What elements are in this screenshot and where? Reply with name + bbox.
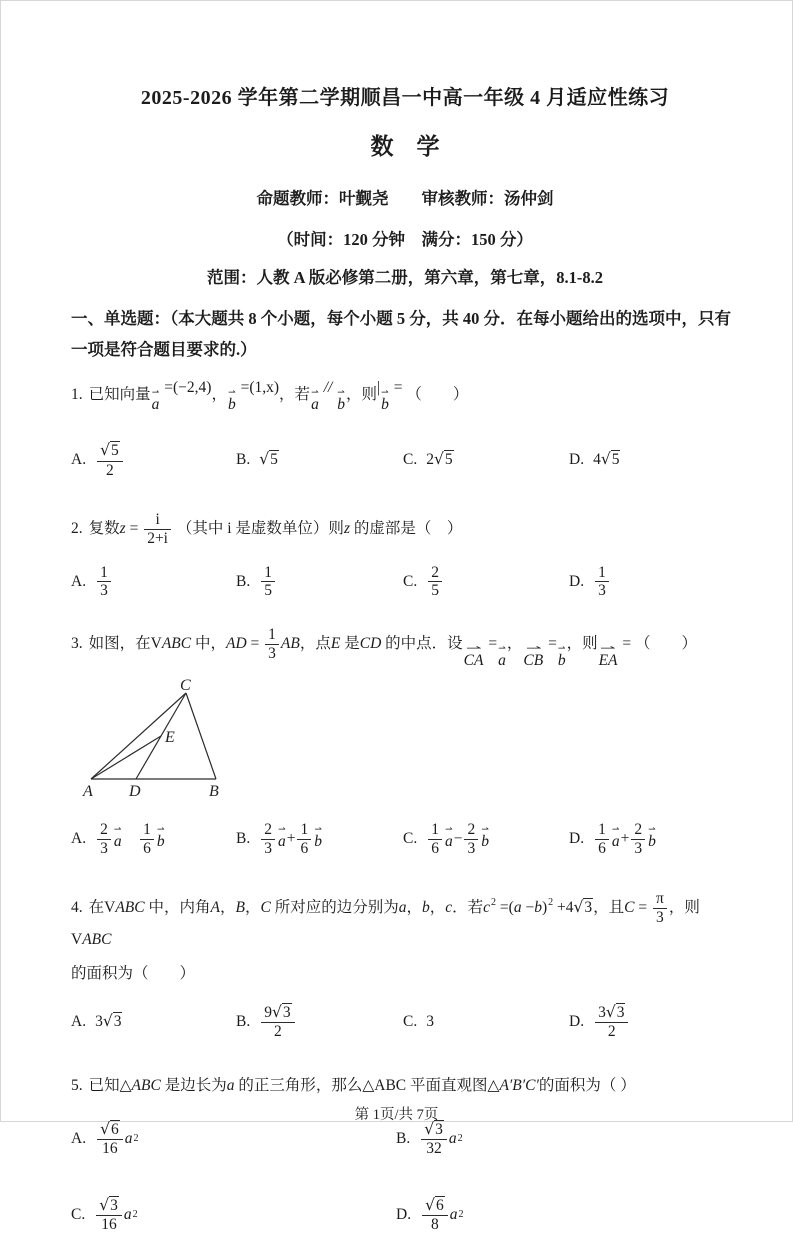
options-row bbox=[71, 556, 739, 608]
fraction: √ 5 2 bbox=[97, 441, 123, 479]
vector: ⇀ CA bbox=[463, 643, 484, 669]
fraction: $\frac{1}{6}$ bbox=[428, 821, 442, 858]
question-stem bbox=[71, 890, 739, 953]
question-number: 3. bbox=[71, 634, 83, 652]
square-root: √ 3 bbox=[102, 1011, 122, 1030]
exam-title: 2025-2026 学年第二学期顺昌一中高一年级 4 月适应性练习 bbox=[140, 87, 670, 109]
page-number: 第 1页/共 7页 bbox=[354, 1107, 439, 1123]
square-root: √ 3 bbox=[271, 1002, 291, 1021]
vector: ⇀ a bbox=[277, 825, 286, 851]
math-variable: ABC bbox=[82, 930, 112, 948]
section-heading bbox=[71, 303, 739, 365]
option-c bbox=[71, 1189, 396, 1241]
vector: ⇀ b bbox=[337, 388, 345, 413]
square-root: √ 5 bbox=[259, 450, 278, 469]
vector: ⇀ a bbox=[611, 825, 620, 851]
fraction: $\frac{1}{3}$ bbox=[595, 564, 609, 601]
fraction: $\frac{2}{3}$ bbox=[97, 821, 111, 858]
vector: ⇀ b bbox=[314, 825, 322, 851]
figure-label-a: A bbox=[83, 783, 93, 801]
raised-math: | ⇀ b = bbox=[376, 379, 403, 413]
math-variable: c bbox=[483, 899, 491, 917]
option-d bbox=[396, 1189, 739, 1241]
option-formula bbox=[94, 1196, 137, 1234]
math-variable: AD bbox=[226, 634, 247, 652]
fraction: $\frac{1}{5}$ bbox=[261, 564, 275, 601]
fraction: $\frac{1}{6}$ bbox=[297, 821, 311, 858]
option-b bbox=[236, 450, 403, 470]
math-variable: // bbox=[323, 379, 333, 396]
option-b bbox=[236, 821, 403, 858]
math-variable: a bbox=[124, 1129, 133, 1147]
vector: ⇀ b bbox=[381, 388, 389, 413]
vector: ⇀ b bbox=[156, 825, 165, 851]
raised-math: ⇀ b =(1,x) bbox=[227, 379, 280, 413]
option-d bbox=[569, 1003, 630, 1041]
raised-math bbox=[310, 375, 346, 413]
fraction: $\frac{2}{5}$ bbox=[428, 564, 442, 601]
question-stem bbox=[71, 1073, 739, 1099]
raised-math: ⇀ a =(−2,4) bbox=[151, 379, 212, 413]
option-formula bbox=[95, 821, 166, 858]
square-root: √ 3 bbox=[573, 898, 593, 917]
question-number: 1. bbox=[71, 386, 83, 403]
option-label: A. bbox=[71, 830, 87, 848]
option-c bbox=[403, 1013, 569, 1031]
stem-math: 已知△ABC 是边长为a 的正三角形，那么△ABC 平面直观图△A′B′C′的面积为（ ） bbox=[88, 1076, 636, 1094]
option-label: C. bbox=[403, 451, 418, 469]
vector: ⇀ a bbox=[311, 388, 319, 413]
subject-title: 数 学 bbox=[370, 134, 440, 159]
stem-math: 复数z = $\frac{i}{2+i}$ （其中 i 是虚数单位）则z 的虚部是（ ） bbox=[88, 511, 463, 548]
question-stem bbox=[71, 379, 739, 420]
math-variable: ABC bbox=[115, 899, 145, 917]
option-label: A. bbox=[71, 572, 87, 590]
vector: ⇀ a bbox=[113, 825, 122, 851]
question-5 bbox=[71, 1073, 739, 1241]
question-4 bbox=[71, 890, 739, 1049]
option-formula bbox=[259, 450, 279, 470]
math-variable: C bbox=[624, 899, 635, 917]
time-score-line: （时间：120 分钟 满分：150 分） bbox=[277, 230, 533, 249]
option-formula: 3 √ 3 bbox=[95, 1011, 122, 1030]
option-c bbox=[403, 564, 569, 601]
fraction: √ 3 16 bbox=[96, 1196, 122, 1234]
question-2 bbox=[71, 511, 739, 608]
option-label: A. bbox=[71, 1012, 87, 1030]
math-variable: z bbox=[119, 520, 126, 538]
option-label: C. bbox=[403, 572, 418, 590]
fraction: $\frac{1}{3}$ bbox=[265, 626, 279, 663]
option-d bbox=[569, 821, 657, 858]
option-label: D. bbox=[569, 451, 585, 469]
fraction: √ 3 32 bbox=[421, 1120, 447, 1158]
section-heading-line2: 一项是符合题目要求的.） bbox=[71, 340, 257, 359]
option-label: A. bbox=[71, 451, 87, 469]
stem-math: 如图，在VABC 中，AD = $\frac{1}{3}$ AB，点E 是CD 的中点．设 ⇀ CA = ⇀ a ， ⇀ CB = ⇀ b ，则 ⇀ EA = （ ） bbox=[88, 625, 698, 669]
question-number: 5. bbox=[71, 1076, 83, 1094]
section-heading-line1: 一、单选题：（本大题共 8 个小题，每个小题 5 分，共 40 分．在每小题给出的选项中，只有 bbox=[71, 309, 731, 328]
option-d bbox=[569, 450, 620, 470]
math-variable: c bbox=[445, 899, 453, 917]
figure-label-e: E bbox=[165, 729, 175, 747]
square-root: √ 5 bbox=[100, 441, 119, 460]
superscript: 2 bbox=[457, 1133, 463, 1145]
vector: ⇀ b bbox=[557, 643, 566, 669]
option-formula bbox=[593, 564, 611, 601]
fraction: √ 6 8 bbox=[422, 1196, 448, 1234]
superscript: 2 bbox=[548, 897, 554, 909]
options-row bbox=[71, 995, 739, 1049]
math-variable: B bbox=[235, 899, 245, 917]
fraction: $\frac{1}{6}$ bbox=[140, 821, 154, 858]
superscript: 2 bbox=[132, 1209, 138, 1221]
fraction: 9 √ 3 2 bbox=[261, 1003, 294, 1041]
question-stem bbox=[71, 511, 739, 548]
square-root: √ 3 bbox=[605, 1002, 625, 1021]
math-variable: ABC bbox=[161, 634, 192, 652]
stem-math: 已知向量 ⇀ a =(−2,4)， ⇀ b =(1,x)，若 ⇀ a // ⇀ b ，则| ⇀ b = （ ） bbox=[89, 386, 469, 403]
option-label: B. bbox=[396, 1129, 411, 1147]
option-label: C. bbox=[71, 1205, 86, 1223]
math-variable: AB bbox=[280, 634, 300, 652]
fraction: $\frac{\pi}{3}$ bbox=[653, 890, 667, 927]
vector: ⇀ a bbox=[498, 643, 506, 669]
fraction: $\frac{2}{3}$ bbox=[464, 821, 478, 858]
option-d bbox=[569, 564, 611, 601]
math-variable: A bbox=[210, 899, 220, 917]
question-stem-continued: 的面积为（ ） bbox=[71, 964, 196, 982]
square-root: √ 6 bbox=[100, 1119, 119, 1138]
superscript: 2 bbox=[458, 1209, 464, 1221]
option-formula bbox=[95, 564, 113, 601]
option-label: D. bbox=[396, 1205, 412, 1223]
fraction: $\frac{2}{3}$ bbox=[631, 821, 645, 858]
scope-line: 范围：人教 A 版必修第二册，第六章，第七章，8.1-8.2 bbox=[207, 268, 603, 287]
option-label: B. bbox=[236, 830, 251, 848]
superscript: 2 bbox=[133, 1133, 139, 1145]
option-a bbox=[71, 441, 236, 479]
option-a bbox=[71, 821, 236, 858]
option-formula: 2 √ 5 bbox=[426, 450, 453, 469]
math-variable: b bbox=[421, 899, 430, 917]
fraction: $\frac{1}{6}$ bbox=[595, 821, 609, 858]
option-formula: $\frac{1}{6}$ ⇀ a + $\frac{2}{3}$ ⇀ b bbox=[593, 821, 657, 858]
option-label: C. bbox=[403, 830, 418, 848]
triangle-figure bbox=[81, 679, 233, 801]
option-formula: 4 √ 5 bbox=[593, 450, 620, 469]
option-c bbox=[403, 821, 569, 858]
option-formula bbox=[426, 564, 444, 601]
option-a bbox=[71, 564, 236, 601]
fraction: $\frac{1}{3}$ bbox=[97, 564, 111, 601]
math-variable: ABC bbox=[131, 1076, 161, 1094]
fraction: 3 √ 3 2 bbox=[595, 1003, 628, 1041]
option-label: C. bbox=[403, 1012, 418, 1030]
option-formula bbox=[593, 1003, 630, 1041]
option-formula bbox=[419, 1120, 462, 1158]
question-1 bbox=[71, 379, 739, 487]
fraction: $\frac{i}{2+i}$ bbox=[144, 511, 171, 548]
option-formula bbox=[420, 1196, 463, 1234]
question-number: 2. bbox=[71, 520, 83, 538]
option-formula bbox=[259, 564, 277, 601]
math-variable: a bbox=[123, 1205, 132, 1223]
options-row bbox=[71, 433, 739, 487]
math-variable: a bbox=[398, 899, 407, 917]
math-variable: z bbox=[343, 520, 350, 538]
math-variable: a bbox=[449, 1205, 458, 1223]
figure-label-d: D bbox=[129, 783, 141, 801]
vector: ⇀ CB bbox=[523, 643, 544, 669]
question-number: 4. bbox=[71, 899, 83, 917]
math-variable: E bbox=[330, 634, 341, 652]
question-3 bbox=[71, 626, 739, 864]
square-root: √ 5 bbox=[433, 450, 453, 469]
stem-math: 在VABC 中，内角A，B，C 所对应的边分别为a，b，c．若$c^2 =(a -b)^2 +4$ √ 3 ，且C = $\frac{\pi}{3}$ ，则VABC bbox=[71, 890, 700, 948]
teachers-line: 命题教师：叶觐尧 审核教师：汤仲剑 bbox=[256, 189, 554, 208]
options-row bbox=[71, 814, 739, 864]
vector: ⇀ b bbox=[481, 825, 489, 851]
math-variable: A′B′C′ bbox=[499, 1076, 539, 1094]
square-root: √ 6 bbox=[425, 1195, 444, 1214]
option-formula bbox=[259, 1003, 296, 1041]
math-variable: a bbox=[226, 1076, 235, 1094]
square-root: √ 3 bbox=[99, 1195, 118, 1214]
vector: ⇀ a bbox=[444, 825, 453, 851]
fraction: √ 6 16 bbox=[97, 1120, 123, 1158]
math-variable: a bbox=[513, 899, 522, 917]
option-label: B. bbox=[236, 572, 251, 590]
figure-label-b: B bbox=[209, 783, 219, 801]
option-formula bbox=[95, 1120, 138, 1158]
option-c bbox=[403, 450, 569, 470]
math-variable: CD bbox=[359, 634, 382, 652]
option-label: B. bbox=[236, 451, 251, 469]
option-label: D. bbox=[569, 572, 585, 590]
question-stem bbox=[71, 626, 739, 669]
square-root: √ 3 bbox=[424, 1119, 443, 1138]
option-label: B. bbox=[236, 1012, 251, 1030]
page-content bbox=[1, 81, 792, 1241]
vector: ⇀ b bbox=[227, 388, 236, 413]
vector: ⇀ a bbox=[151, 388, 160, 413]
figure-label-c: C bbox=[180, 679, 191, 695]
fraction: $\frac{2}{3}$ bbox=[261, 821, 275, 858]
option-formula: $\frac{1}{6}$ ⇀ a − $\frac{2}{3}$ ⇀ b bbox=[426, 821, 490, 858]
option-label: D. bbox=[569, 1012, 585, 1030]
option-formula bbox=[95, 441, 125, 479]
option-a bbox=[71, 1012, 236, 1032]
vector: ⇀ EA bbox=[598, 643, 618, 669]
math-variable: C bbox=[260, 899, 271, 917]
option-label: A. bbox=[71, 1129, 87, 1147]
vector: ⇀ b bbox=[648, 825, 656, 851]
square-root: √ 5 bbox=[600, 450, 620, 469]
option-b bbox=[236, 1003, 403, 1041]
option-formula: 3 bbox=[426, 1012, 434, 1030]
option-b bbox=[236, 564, 403, 601]
math-variable: a bbox=[448, 1129, 457, 1147]
superscript: 2 bbox=[491, 897, 497, 909]
options-row bbox=[71, 1113, 739, 1241]
math-variable: b bbox=[534, 899, 542, 917]
option-label: D. bbox=[569, 830, 585, 848]
option-formula: $\frac{2}{3}$ ⇀ a + $\frac{1}{6}$ ⇀ b bbox=[259, 821, 323, 858]
